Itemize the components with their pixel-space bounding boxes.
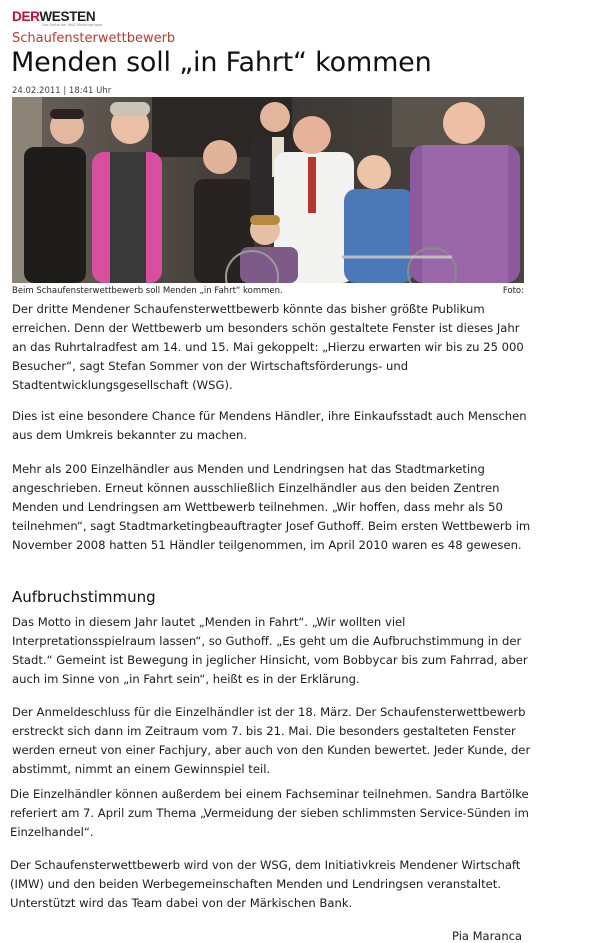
article-paragraph: Der dritte Mendener Schaufensterwettbewerb könnte das bisher größte Publikum erreichen. Denn der Wettbewerb um besonders schön gestaltete Fenster ist dieses Jahr an das Ruhrtalradfest am 14. und 15. Mai gekoppelt: „Hierzu erwarten wir bis zu 25 000 Besucher“, sagt Stefan Sommer von der Wirtschaftsförderungs- und Stadtentwicklungsgesellschaft (WSG).: [12, 302, 524, 392]
article-paragraph: Der Anmeldeschluss für die Einzelhändler ist der 18. März. Der Schaufensterwettbewerb erstreckt sich dann im Zeitraum vom 7. bis 21. Mai. Die besonders gestalteten Fenster werden erneut von einer Fachjury, aber auch von den Kunden bewertet. Jeder Kunde, der abstimmt, nimmt an einem Gewinnspiel teil.: [12, 705, 531, 776]
article-paragraph: Mehr als 200 Einzelhändler aus Menden und Lendringsen hat das Stadtmarketing angeschrieben. Erneut können ausschließlich Einzelhändler aus den beiden Zentren Menden und Lendringsen am Wettbewerb teilnehmen. „Wir hoffen, dass mehr als 50 teilnehmen“, sagt Stadtmarketingbeauftragter Josef Guthoff. Beim ersten Wettbewerb im November 2008 hatten 51 Händler teilgenommen, im April 2010 waren es 48 gewesen.: [12, 462, 531, 552]
article-paragraph: Das Motto in diesem Jahr lautet „Menden in Fahrt“. „Wir wollten viel Interpretationsspielraum lassen“, so Guthoff. „Es geht um die Aufbruchstimmung in der Stadt.“ Gemeint ist Bewegung in jeglicher Hinsicht, vom Bobbycar bis zum Fahrrad, aber auch im Sinne von „in Fahrt sein“, heißt es in der Erklärung.: [12, 615, 528, 686]
article-kicker: Schaufensterwettbewerb: [12, 31, 176, 46]
site-logo[interactable]: [12, 9, 103, 28]
article-paragraph: Der Schaufensterwettbewerb wird von der WSG, dem Initiativkreis Mendener Wirtschaft (IMW) und den beiden Werbegemeinschaften Menden und Lendringsen veranstaltet. Unterstützt wird das Team dabei von der Märkischen Bank.: [10, 858, 521, 910]
logo-wordmark: [12, 10, 95, 23]
article-photo: [12, 97, 524, 283]
logo-westen: WESTEN: [39, 9, 96, 24]
caption-text: Beim Schaufensterwettbewerb soll Menden „in Fahrt“ kommen.: [12, 286, 283, 296]
logo-der: DER: [12, 9, 40, 24]
photo-caption: [12, 286, 524, 296]
article-subheading: Aufbruchstimmung: [12, 588, 156, 606]
photo-credit: Foto:: [502, 286, 524, 296]
article-date: 24.02.2011 | 18:41 Uhr: [12, 86, 112, 96]
article-paragraph: Die Einzelhändler können außerdem bei einem Fachseminar teilnehmen. Sandra Bartölke referiert am 7. April zum Thema „Vermeidung der sieben schlimmsten Service-Sünden im Einzelhandel“.: [10, 787, 529, 839]
logo-tagline: Das Portal der WAZ Mediengruppe: [42, 23, 103, 27]
article-title: Menden soll „in Fahrt“ kommen: [11, 47, 432, 78]
article-author: Pia Maranca: [452, 929, 522, 943]
article-paragraph: Dies ist eine besondere Chance für Mendens Händler, ihre Einkaufsstadt auch Menschen aus dem Umkreis bekannter zu machen.: [12, 409, 527, 442]
